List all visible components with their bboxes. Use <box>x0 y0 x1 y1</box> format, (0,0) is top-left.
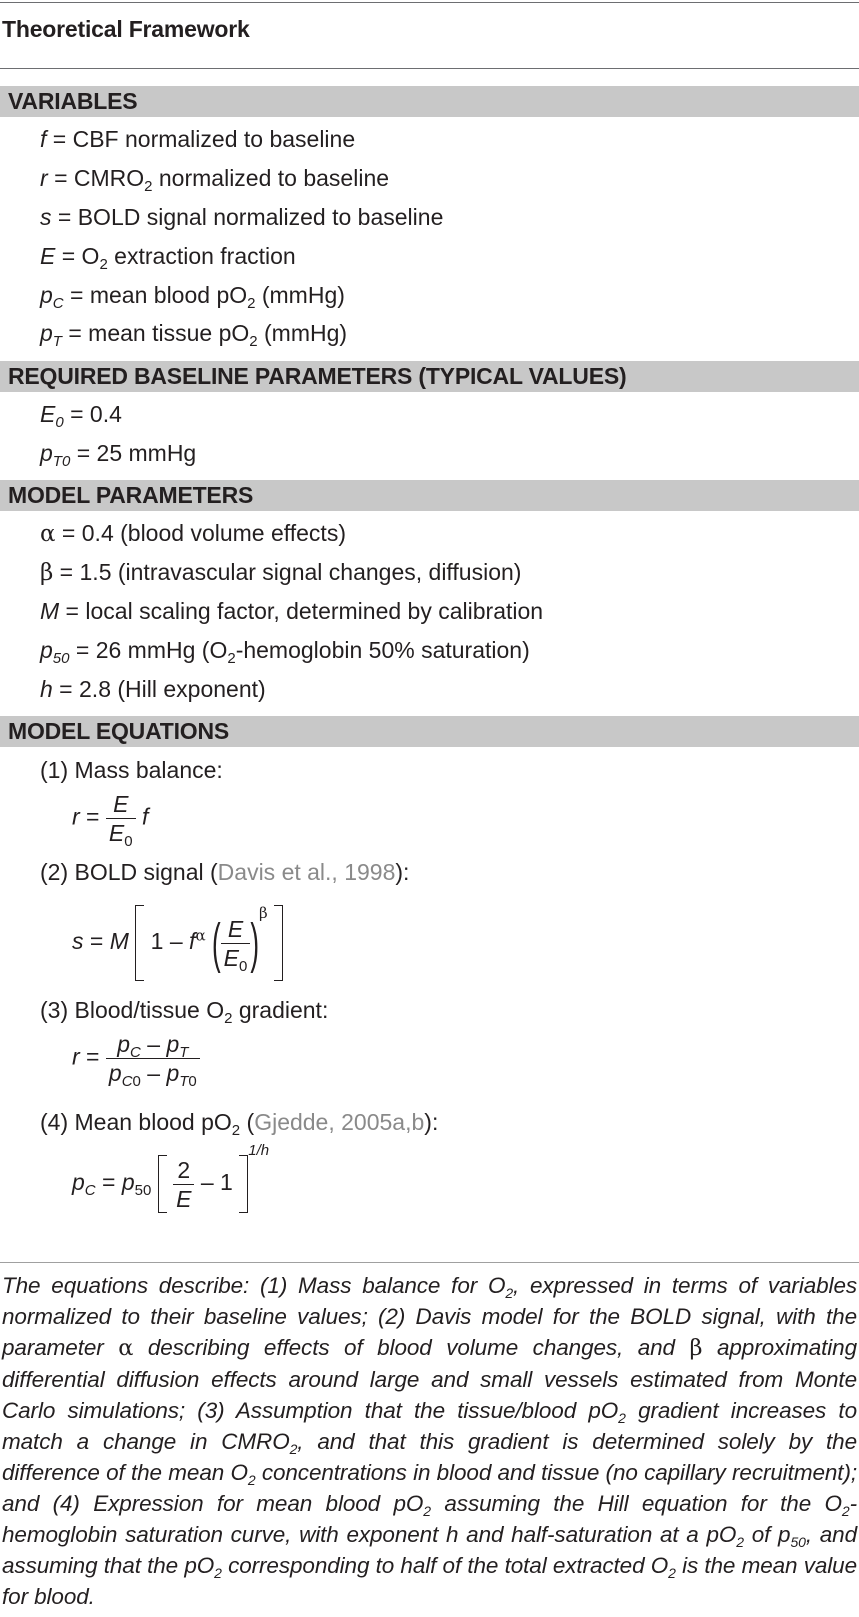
eq4-reference-link[interactable]: Gjedde, 2005a,b <box>254 1109 425 1135</box>
var-s: s = BOLD signal normalized to baseline <box>40 204 444 230</box>
panel-title: Theoretical Framework <box>2 16 250 42</box>
eq3-label: (3) Blood/tissue $O_2$ gradient: <box>40 997 329 1027</box>
eq2-label: (2) BOLD signal (Davis et al., 1998): <box>40 859 410 885</box>
param-h: h = 2.8 (Hill exponent) <box>40 676 266 702</box>
section-model-equations: MODEL EQUATIONS <box>0 716 859 747</box>
caption-rule <box>0 1262 859 1263</box>
section-model-parameters: MODEL PARAMETERS <box>0 480 859 511</box>
eq3-gradient: r = $\frac{p_C - p_T}{p_{C0} - p_{T0}}$ <box>72 1030 200 1087</box>
var-r: $r = CMRO_2$ normalized to baseline <box>40 165 390 195</box>
param-beta: β = 1.5 (intravascular signal changes, diffusion) <box>40 559 522 586</box>
caption-text: The equations describe: (1) Mass balance for $O_2$, expressed in terms of variables normalized to their baseline values; (2) Davis model for the BOLD signal, with the parameter α describing effects of blood volume changes, and β approximating differential diffusion effects around large and small vessels estimated from Monte Carlo simulations; (3) Assumption that the tissue/blood $pO_2$ gradient increases to match a change in $CMRO_2$, and that this gradient is determined solely by the difference of the mean $O_2$ concentrations in blood and tissue (no capillary recruitment); and (4) Expression for mean blood $pO_2$ assuming the Hill equation for the $O_2$-hemoglobin saturation curve, with exponent h and half-saturation at a $pO_2$ of $p_{50}$, and assuming that the $pO_2$ corresponding to half of the total extracted $O_2$ is the mean value for blood. <box>2 1273 858 1609</box>
top-rule <box>0 2 859 3</box>
var-pT: $p_T$ = mean tissue $pO_2$ (mmHg) <box>40 320 348 350</box>
param-M: M = local scaling factor, determined by calibration <box>40 598 544 624</box>
eq4-mean-blood-po2: $p_C = p_{50}$ $\frac{2}{E}$ – 1 $^{1/h}$ <box>72 1142 270 1212</box>
eq1-mass-balance: r = $\frac{E}{E_0}$ f <box>72 791 149 850</box>
eq4-label: (4) Mean blood $pO_2$ (Gjedde, 2005a,b): <box>40 1109 439 1139</box>
param-alpha: α = 0.4 (blood volume effects) <box>40 520 346 547</box>
var-f: f = CBF normalized to baseline <box>40 126 356 152</box>
section-baseline: REQUIRED BASELINE PARAMETERS (TYPICAL VALUES) <box>0 361 859 392</box>
eq2-reference-link[interactable]: Davis et al., 1998 <box>217 859 396 885</box>
eq2-bold-signal: s = M $1 - f^\alpha$ ( $\frac{E}{E_0}$ )$^\beta$ <box>72 905 283 981</box>
var-pC: $p_C$ = mean blood $pO_2$ (mmHg) <box>40 282 345 312</box>
section-variables: VARIABLES <box>0 86 859 117</box>
param-p50: $p_{50} = 26$ mmHg ($O_2$-hemoglobin 50% saturation) <box>40 637 530 667</box>
baseline-pT0: $p_{T0} = 25$ mmHg <box>40 440 197 470</box>
eq1-label: (1) Mass balance: <box>40 757 223 783</box>
baseline-E0: $E_0 = 0.4$ <box>40 401 122 431</box>
var-E: $E = O_2$ extraction fraction <box>40 243 296 273</box>
title-rule <box>0 68 859 69</box>
